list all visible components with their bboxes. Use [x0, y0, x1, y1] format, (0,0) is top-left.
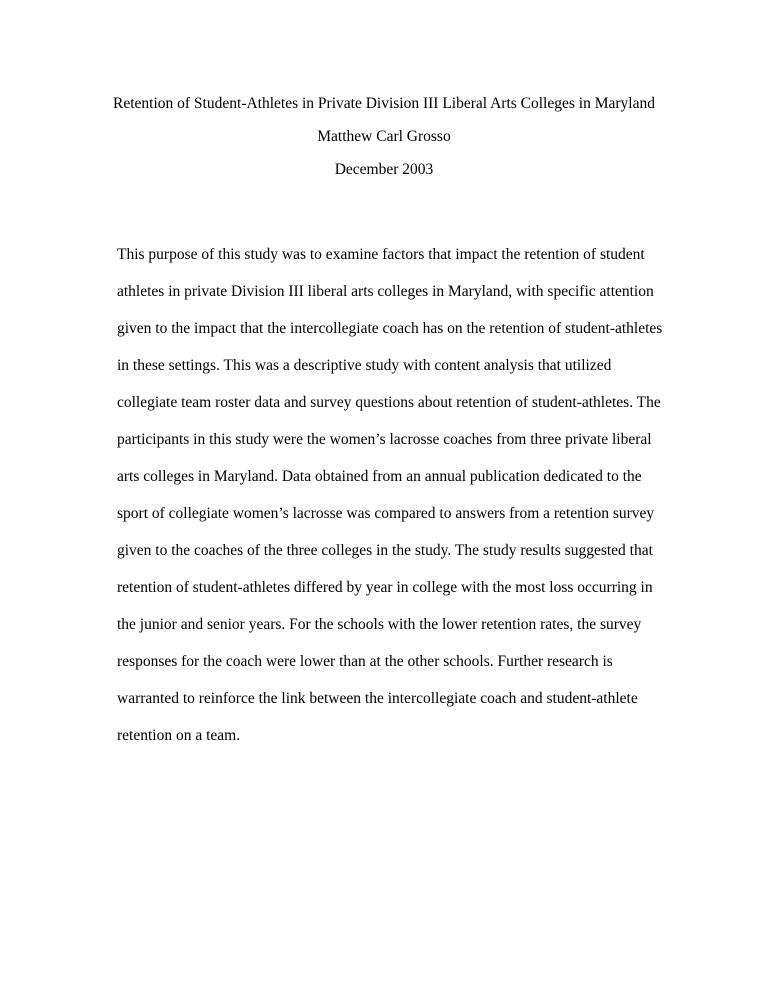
abstract-line: responses for the coach were lower than at the other schools. Further research is [117, 653, 613, 670]
abstract-line: participants in this study were the women’s lacrosse coaches from three private liberal [117, 431, 652, 448]
abstract-line: in these settings. This was a descriptive study with content analysis that utilized [117, 357, 612, 374]
document-date: December 2003 [334, 161, 434, 178]
abstract-line: collegiate team roster data and survey questions about retention of student-athletes. The [117, 394, 661, 411]
abstract-line: the junior and senior years. For the schools with the lower retention rates, the survey [117, 616, 642, 633]
abstract-line: given to the coaches of the three colleges in the study. The study results suggested that [117, 542, 653, 559]
abstract-line: athletes in private Division III liberal arts colleges in Maryland, with specific attention [117, 283, 654, 300]
document-author: Matthew Carl Grosso [317, 128, 451, 145]
abstract-line: given to the impact that the intercollegiate coach has on the retention of student-athletes [117, 320, 663, 337]
abstract-line: retention of student-athletes differed by year in college with the most loss occurring in [117, 579, 653, 596]
abstract-line: arts colleges in Maryland. Data obtained from an annual publication dedicated to the [117, 468, 642, 485]
document-title: Retention of Student-Athletes in Private Division III Liberal Arts Colleges in Maryland [113, 95, 655, 112]
abstract-line: sport of collegiate women’s lacrosse was compared to answers from a retention survey [117, 505, 655, 522]
abstract-line: This purpose of this study was to examine factors that impact the retention of student [117, 246, 645, 263]
abstract-line: retention on a team. [117, 727, 241, 744]
abstract-line: warranted to reinforce the link between the intercollegiate coach and student-athlete [117, 690, 638, 707]
